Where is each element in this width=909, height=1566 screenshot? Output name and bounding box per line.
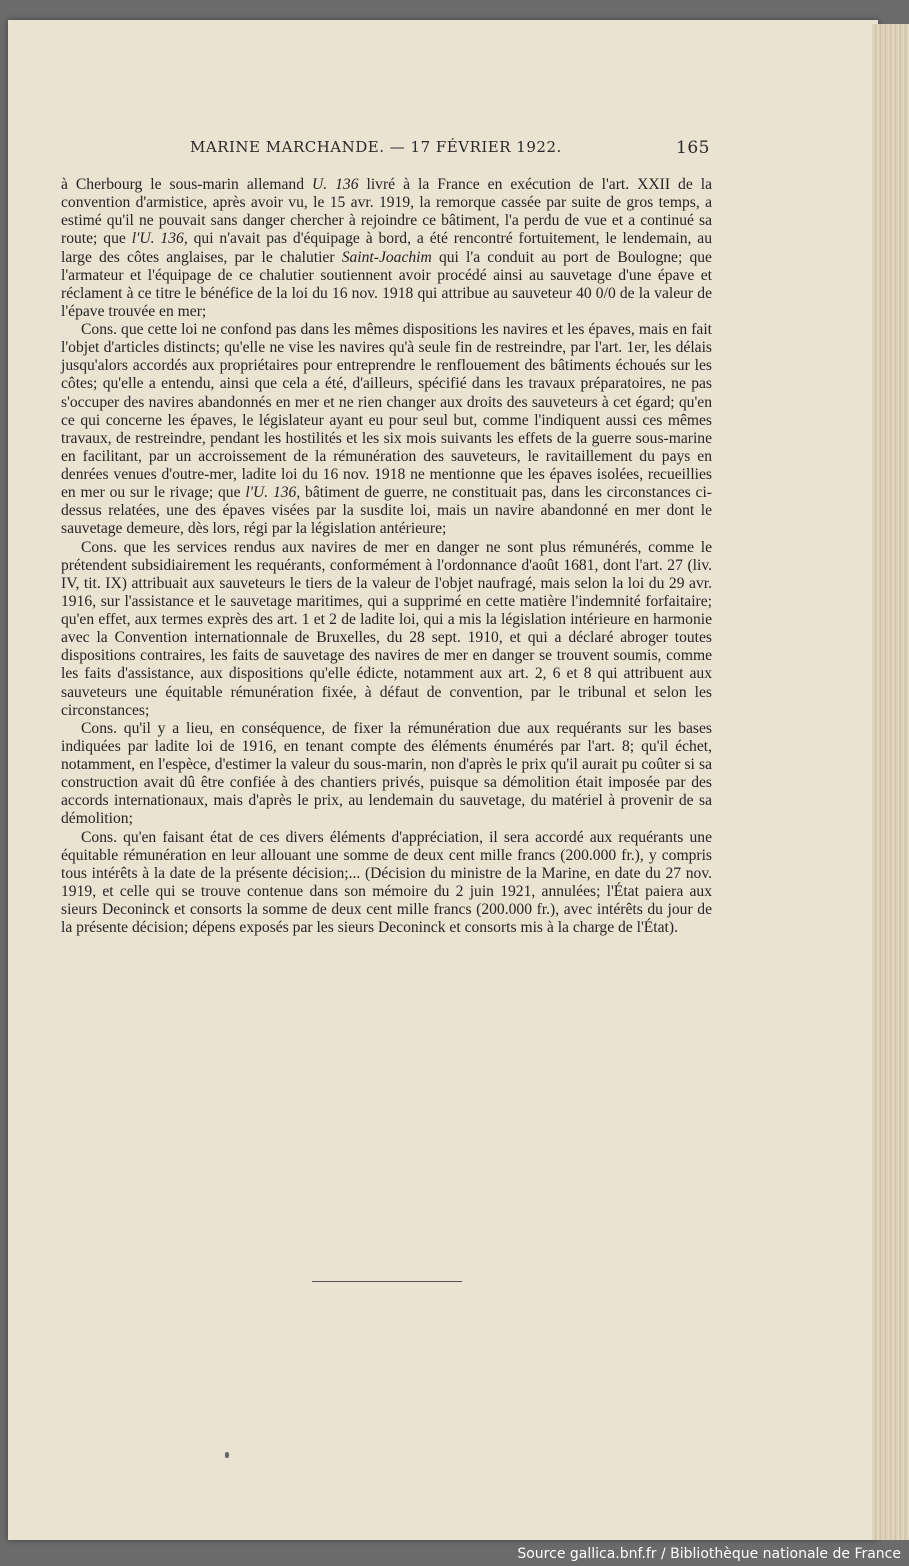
text-run: Cons. que les services rendus aux navires de mer en danger ne sont plus rémunérés, comme le prétendent subsidiairement les requérants, conformément à l'ordonnance d'août 1681, dont l'art. 27 (liv. IV, tit. IX) attribuait aux sauveteurs le tiers de la valeur de l'objet naufragé, mais selon la loi du 29 avr. 1916, sur l'assistance et le sauvetage maritimes, qui a supprimé en cette matière l'indemnité forfaitaire; qu'en effet, aux termes exprès des art. 1 et 2 de ladite loi, qui a mis la législation intérieure en harmonie avec la Convention internationnale de Bruxelles, du 28 sept. 1910, et qui a déclaré abroger toutes dispositions contraires, les faits de sauvetage des navires de mer en danger se trouvent soumis, comme les faits d'assistance, aux dispositions qu'elle édicte, notamment aux art. 2, 6 et 8 qui attribuent aux sauveteurs une équitable rémunération fixée, à défaut de convention, par le tribunal et selon les circonstances; xyxy=(61,538,712,719)
page-number: 165 xyxy=(676,138,710,158)
paragraph-1 xyxy=(61,176,712,321)
page-header xyxy=(66,138,710,162)
paragraph-3 xyxy=(61,539,712,720)
page-edges xyxy=(872,24,909,1540)
text-run: Cons. que cette loi ne confond pas dans les mêmes dispositions les navires et les épaves, mais en fait l'objet d'articles distincts; qu'elle ne vise les navires qu'à seule fin de restreindre, par l'art. 1er, les délais jusqu'alors accordés aux propriétaires pour entreprendre le renflouement des bâtiments échoués sur les côtes; qu'elle a entendu, ainsi que cela a été, d'ailleurs, spécifié dans les travaux préparatoires, ne pas s'occuper des navires abandonnés en mer et ne rien changer aux droits des sauveteurs à cet égard; qu'en ce qui concerne les épaves, le législateur ayant eu pour seul but, comme l'indiquent aussi ces mêmes travaux, de restreindre, pendant les hostilités et les six mois suivants les effets de la guerre sous-marine en facilitant, par un accroissement de la rémunération des sauveteurs, le ravitaillement du pays en denrées venues d'outre-mer, ladite loi du 16 nov. 1918 ne mentionne que les épaves isolées, recueillies en mer ou sur le rivage; que xyxy=(61,321,712,502)
running-title: MARINE MARCHANDE. — 17 FÉVRIER 1922. xyxy=(190,138,562,156)
text-run: , qui n'avait pas d'équipage à bord, a été rencontré fortuitement, le lendemain, au large des côtes anglaises, par le chalutier xyxy=(61,230,713,266)
end-rule xyxy=(312,1281,462,1282)
vessel-name: Saint-Joachim xyxy=(341,248,432,266)
vessel-name: l'U. 136 xyxy=(131,230,184,248)
text-run: livré à la France en exécution de l'art. XXII de la convention d'armistice, après avoir vu, le 15 avr. 1919, la remorque cassée par suite de gros temps, a estimé qu'il ne pouvait sans danger chercher à rejoindre ce bâtiment, l'a perdu de vue et a continué sa route; que xyxy=(61,176,713,248)
paragraph-2 xyxy=(61,321,712,539)
vessel-name: U. 136 xyxy=(311,176,359,193)
ink-mark xyxy=(225,1452,229,1458)
text-run: qui l'a conduit au port de Boulogne; que l'armateur et l'équipage de ce chalutier soutiennent avoir procédé ainsi au sauvetage d'une épave et réclament à ce titre le bénéfice de la loi du 16 nov. 1918 qui attribue au sauveteur 40 0/0 de la valeur de l'épave trouvée en mer; xyxy=(61,248,712,320)
vessel-name: l'U. 136 xyxy=(245,484,297,502)
text-run: , bâtiment de guerre, ne constituait pas, dans les circonstances ci-dessus relatées, une des épaves visées par la susdite loi, mais un navire abandonné en mer dont le sauvetage demeure, dès lors, régi par la législation antérieure; xyxy=(61,484,712,538)
text-run: Cons. qu'il y a lieu, en conséquence, de fixer la rémunération due aux requérants sur les bases indiquées par ladite loi de 1916, en tenant compte des éléments énumérés par l'art. 8; qu'il échet, notamment, en l'espèce, d'estimer la valeur du sous-marin, non d'après le prix qu'il aurait pu coûter si sa construction avait dû être confiée à des chantiers privés, puisque sa démolition était imposée par des accords internationaux, mais d'après le prix, au lendemain du sauvetage, du matériel à provenir de sa démolition; xyxy=(61,719,712,828)
paragraph-4 xyxy=(61,720,712,829)
text-run: Cons. qu'en faisant état de ces divers éléments d'appréciation, il sera accordé aux requérants une équitable rémunération en leur allouant une somme de deux cent mille francs (200.000 fr.), y compris tous intérêts à la date de la présente décision;... (Décision du ministre de la Marine, en date du 27 nov. 1919, et celle qui se trouve contenue dans son mémoire du 2 juin 1921, annulées; l'État paiera aux sieurs Deconinck et consorts la somme de deux cent mille francs (200.000 fr.), avec intérêts du jour de la présente décision; dépens exposés par les sieurs Deconinck et consorts mis à la charge de l'État). xyxy=(61,828,712,937)
source-credit: Source gallica.bnf.fr / Bibliothèque nationale de France xyxy=(517,1546,901,1562)
paragraph-5 xyxy=(61,829,712,938)
body-text xyxy=(61,176,712,937)
text-run: à Cherbourg le sous-marin allemand xyxy=(61,176,312,193)
